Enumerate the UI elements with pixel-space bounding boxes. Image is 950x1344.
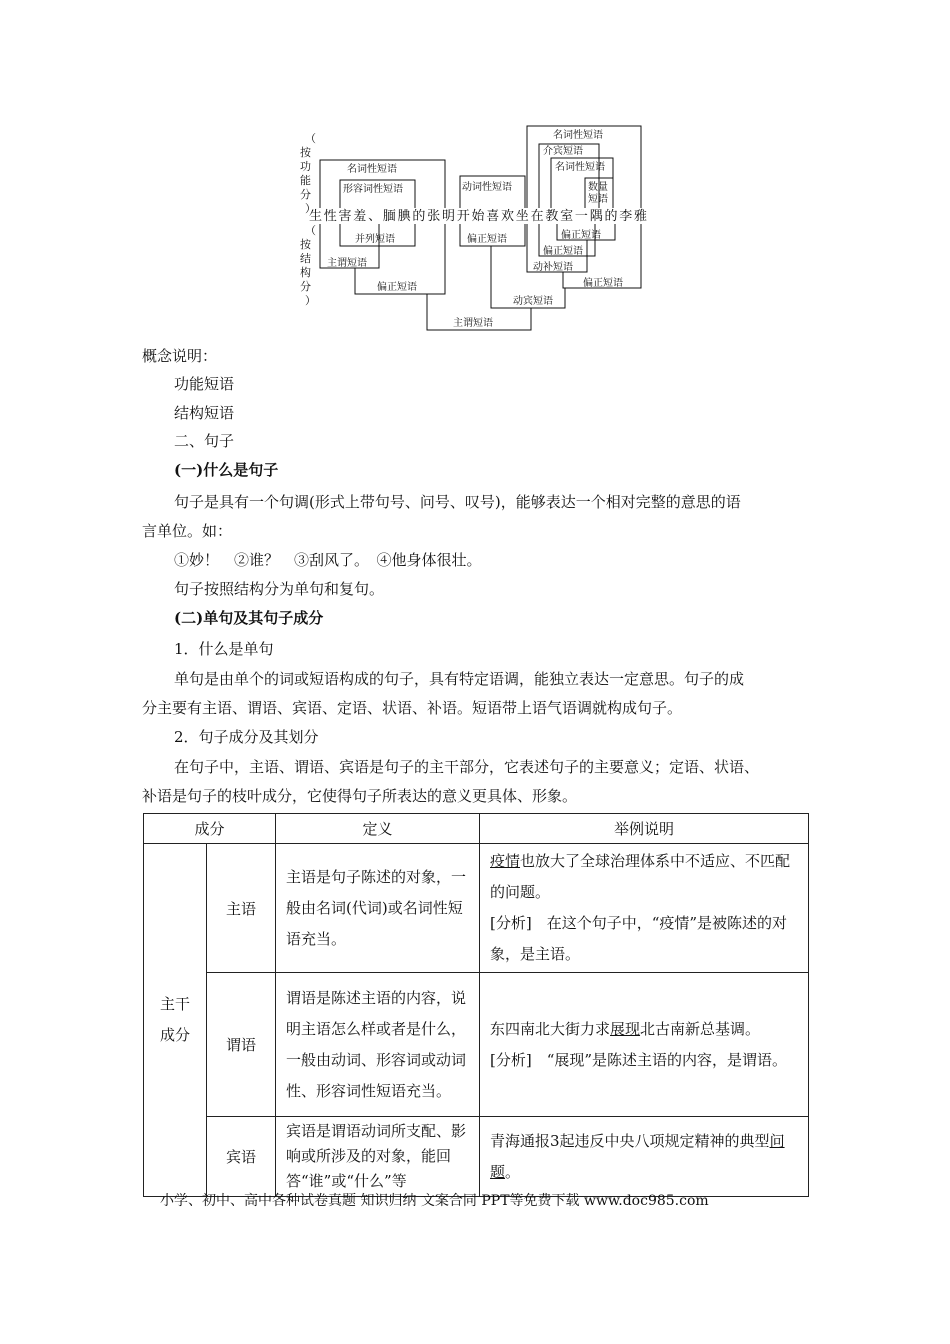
sentence-char: 明	[442, 209, 456, 224]
label-modifier-2: 偏正短语	[467, 234, 507, 245]
table-row	[144, 973, 809, 1117]
sentence-char: 教	[545, 209, 559, 224]
item-2-heading: 2．句子成分及其划分	[174, 728, 319, 746]
sentence-char: 、	[368, 209, 382, 224]
structure-label-char: 分	[300, 280, 311, 293]
simple-sentence-line-1: 单句是由单个的词或短语构成的句子，具有特定语调，能独立表达一定意思。句子的成	[174, 670, 745, 688]
label-subject-predicate-1: 主谓短语	[327, 258, 367, 269]
subsection-simple-sentence: (二)单句及其句子成分	[174, 609, 324, 627]
sentence-char: 开	[456, 209, 470, 224]
sentence-char: 李	[619, 209, 633, 224]
structure-label-char: ）	[305, 294, 316, 307]
row-example	[480, 1124, 808, 1190]
simple-sentence-line-2: 分主要有主语、谓语、宾语、定语、状语、补语。短语带上语气语调就构成句子。	[142, 699, 683, 717]
example-underlined: 问题	[490, 1131, 785, 1181]
structure-label-char: 结	[300, 252, 311, 265]
group-label: 主干成分	[159, 995, 190, 1044]
sentence-char: 腆	[397, 209, 411, 224]
example-rest: 。	[505, 1162, 521, 1181]
sentence-char: 性	[323, 209, 337, 224]
row-example	[480, 1012, 808, 1078]
sentence-char: 隅	[589, 209, 603, 224]
components-line-1: 在句子中，主语、谓语、宾语是句子的主干部分，它表述句子的主要意义；定语、状语、	[174, 758, 760, 776]
division-line: 句子按照结构分为单句和复句。	[174, 580, 385, 598]
label-modifier-5: 偏正短语	[583, 278, 623, 289]
row-example	[480, 844, 808, 972]
example-underlined: 疫情	[490, 852, 521, 870]
sentence-char: 坐	[515, 209, 529, 224]
concept-title: 概念说明：	[142, 347, 218, 365]
sentence-char: 欢	[501, 209, 515, 224]
sentence-char: 始	[471, 209, 485, 224]
definition-line-2: 言单位。如：	[142, 522, 233, 540]
row-name-cell: 主语	[207, 844, 276, 973]
label-numq-2: 短语	[588, 194, 608, 205]
row-definition: 主语是句子陈述的对象，一般由名词(代词)或名词性短语充当。	[286, 867, 467, 948]
sentence-row	[309, 208, 647, 224]
row-name-cell: 谓语	[207, 973, 276, 1117]
page-footer: 小学、初中、高中各种试卷真题 知识归纳 文案合同 PPT等免费下载 www.doc985.com	[160, 1193, 709, 1209]
label-adj-phrase: 形容词性短语	[343, 184, 403, 195]
sentence-char: 腼	[382, 209, 396, 224]
section-heading: 二、句子	[174, 432, 235, 450]
sentence-char: 室	[560, 209, 574, 224]
function-label-char: 功	[300, 160, 311, 173]
example-rest: 北古南新总基调。	[640, 1019, 761, 1038]
label-noun-phrase-inner: 名词性短语	[555, 162, 605, 173]
row-definition: 宾语是谓语动词所支配、影响或所涉及的对象，能回答“谁”或“什么”等	[286, 1122, 467, 1190]
sentence-char: 生	[309, 209, 323, 224]
header-definition: 定义	[276, 814, 480, 844]
phrase-diagram-svg	[295, 120, 655, 336]
example-underlined: 展现	[610, 1019, 641, 1038]
function-label-char: 分	[300, 188, 311, 201]
components-line-2: 补语是句子的枝叶成分，它使得句子所表达的意义更具体、形象。	[142, 787, 578, 805]
structure-label-char: 按	[300, 238, 311, 251]
label-modifier-3: 偏正短语	[561, 230, 601, 241]
row-example-cell	[480, 973, 809, 1117]
sentence-char: 害	[338, 209, 352, 224]
row-example-cell	[480, 844, 809, 973]
group-cell	[144, 844, 207, 1197]
subsection-what-is-sentence: (一)什么是句子	[174, 461, 279, 479]
sentence-char: 张	[427, 209, 441, 224]
example-rest: 也放大了全球治理体系中不适应、不匹配的问题。	[490, 852, 791, 901]
row-definition-cell	[276, 844, 480, 973]
row-name-cell: 宾语	[207, 1117, 276, 1197]
diagram-brackets	[320, 126, 641, 330]
function-label-char: 按	[300, 146, 311, 159]
structure-label-char: （	[305, 224, 316, 237]
function-phrase-text: 功能短语	[174, 375, 235, 393]
sentence-char: 的	[412, 209, 426, 224]
label-verb-phrase: 动词性短语	[462, 182, 512, 193]
example-pre: 东四南北大街力求	[490, 1019, 611, 1038]
table-row	[144, 844, 809, 973]
label-verb-complement: 动补短语	[533, 262, 573, 273]
example-pre: 青海通报3起违反中央八项规定精神的典型	[490, 1131, 770, 1150]
label-modifier-4: 偏正短语	[543, 246, 583, 257]
example-analysis: [分析] “展现”是陈述主语的内容，是谓语。	[490, 1050, 788, 1069]
phrase-analysis-diagram	[295, 120, 655, 336]
row-definition-cell	[276, 973, 480, 1117]
label-verb-object: 动宾短语	[513, 296, 553, 307]
function-side-label	[300, 132, 316, 215]
header-example: 举例说明	[480, 814, 809, 844]
label-prep-phrase: 介宾短语	[543, 146, 583, 157]
sentence-char: 在	[530, 209, 544, 224]
sentence-char: 一	[574, 209, 588, 224]
structure-label-char: 构	[300, 266, 311, 279]
sentence-char: 雅	[634, 209, 648, 224]
function-label-char: （	[305, 132, 316, 145]
sentence-char: 喜	[486, 209, 500, 224]
label-coordinate: 并列短语	[355, 234, 395, 245]
label-subject-predicate-2: 主谓短语	[453, 318, 493, 329]
sentence-components-table	[143, 813, 809, 1197]
table-header-row	[144, 814, 809, 844]
function-label-char: 能	[300, 174, 311, 187]
row-definition-cell	[276, 1117, 480, 1197]
table-row	[144, 1117, 809, 1197]
label-noun-phrase-big: 名词性短语	[553, 130, 603, 141]
label-modifier-1: 偏正短语	[377, 282, 417, 293]
row-definition: 谓语是陈述主语的内容，说明主语怎么样或者是什么，一般由动词、形容词或动词性、形容词性短语充当。	[286, 988, 467, 1100]
structure-phrase-text: 结构短语	[174, 404, 235, 422]
header-component: 成分	[144, 814, 276, 844]
examples-line: ①妙！ ②谁？ ③刮风了。 ④他身体很壮。	[174, 551, 482, 569]
structure-side-label	[300, 224, 316, 307]
label-noun-phrase-1: 名词性短语	[347, 164, 397, 175]
sentence-char: 羞	[353, 209, 367, 224]
item-1-heading: 1．什么是单句	[174, 640, 274, 658]
example-analysis: [分析] 在这个句子中，“疫情”是被陈述的对象，是主语。	[490, 914, 788, 963]
sentence-char: 的	[604, 209, 618, 224]
function-label-char: ）	[305, 202, 316, 215]
row-example-cell	[480, 1117, 809, 1197]
label-numq-1: 数量	[588, 182, 608, 193]
definition-line-1: 句子是具有一个句调(形式上带句号、问号、叹号)，能够表达一个相对完整的意思的语	[174, 493, 741, 511]
